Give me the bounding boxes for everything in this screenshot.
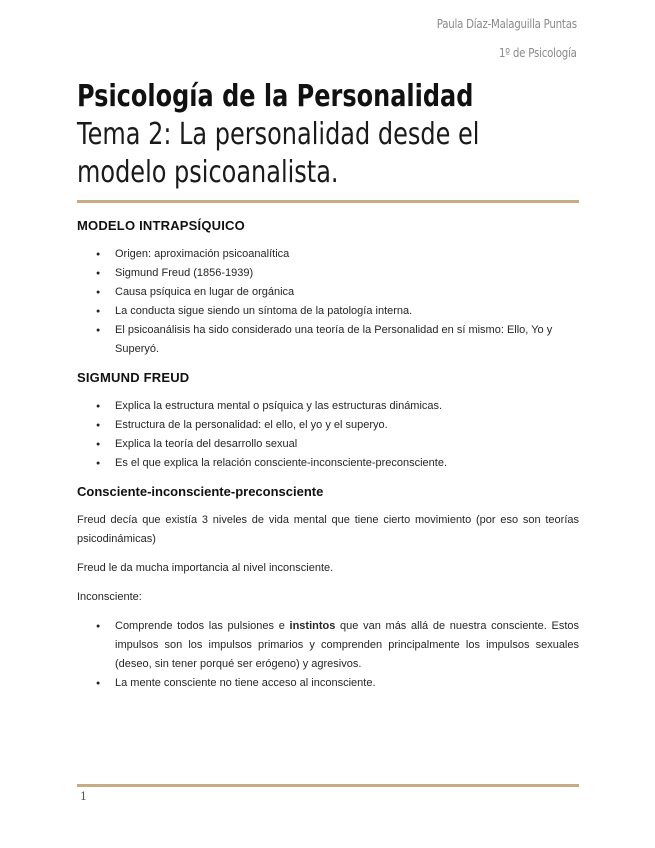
author-name: Paula Díaz-Malaguilla Puntas: [436, 16, 577, 31]
bold-term-instintos: instintos: [289, 620, 336, 632]
paragraph-inconsciente-label: Inconsciente:: [77, 591, 142, 603]
section-heading-modelo: MODELO INTRAPSÍQUICO: [77, 218, 245, 233]
list-item: ● Causa psíquica en lugar de orgánica: [115, 283, 579, 302]
list-item: ● La conducta sigue siendo un síntoma de la patología interna.: [115, 302, 579, 321]
footer-divider: [77, 784, 579, 787]
list-item: ● Estructura de la personalidad: el ello, el yo y el superyo.: [115, 416, 579, 435]
list-item: ● La mente consciente no tiene acceso al inconsciente.: [115, 674, 579, 693]
bullet-list-modelo: [77, 245, 579, 359]
bullet-list-inconsciente: [77, 617, 579, 693]
page-number: 1: [80, 790, 87, 803]
paragraph-niveles: Freud decía que existía 3 niveles de vida mental que tiene cierto movimiento (por eso son teorías psicodinámicas): [77, 514, 579, 545]
list-item-text: Comprende todos las pulsiones e: [115, 620, 290, 632]
section-heading-freud: SIGMUND FREUD: [77, 370, 190, 385]
list-item-text: que van más allá de nuestra consciente. Estos impulsos son los impulsos primarios y comprenden principalmente los impulsos sexuales (deseo, sin tener porqué ser erógeno) y agresivos.: [115, 620, 579, 670]
list-item: ● Explica la teoría del desarrollo sexual: [115, 435, 579, 454]
subsection-heading-consciente: Consciente-inconsciente-preconsciente: [77, 484, 324, 499]
list-item: [115, 617, 579, 674]
list-item: ● Sigmund Freud (1856-1939): [115, 264, 579, 283]
document-body: [77, 216, 579, 702]
list-item: ● Explica la estructura mental o psíquica y las estructuras dinámicas.: [115, 397, 579, 416]
list-item: ● El psicoanálisis ha sido considerado una teoría de la Personalidad en sí mismo: Ello, Yo y Superyó.: [115, 321, 579, 359]
course-label: 1º de Psicología: [499, 45, 577, 60]
paragraph-importancia: Freud le da mucha importancia al nivel inconsciente.: [77, 562, 334, 574]
list-item: ● Origen: aproximación psicoanalítica: [115, 245, 579, 264]
bullet-list-freud: [77, 397, 579, 473]
document-subtitle: Tema 2: La personalidad desde el modelo psicoanalista.: [77, 117, 480, 190]
document-title: Psicología de la Personalidad: [77, 79, 474, 114]
title-block: [77, 78, 597, 192]
list-item: ● Es el que explica la relación consciente-inconsciente-preconsciente.: [115, 454, 579, 473]
header-divider: [77, 200, 579, 203]
